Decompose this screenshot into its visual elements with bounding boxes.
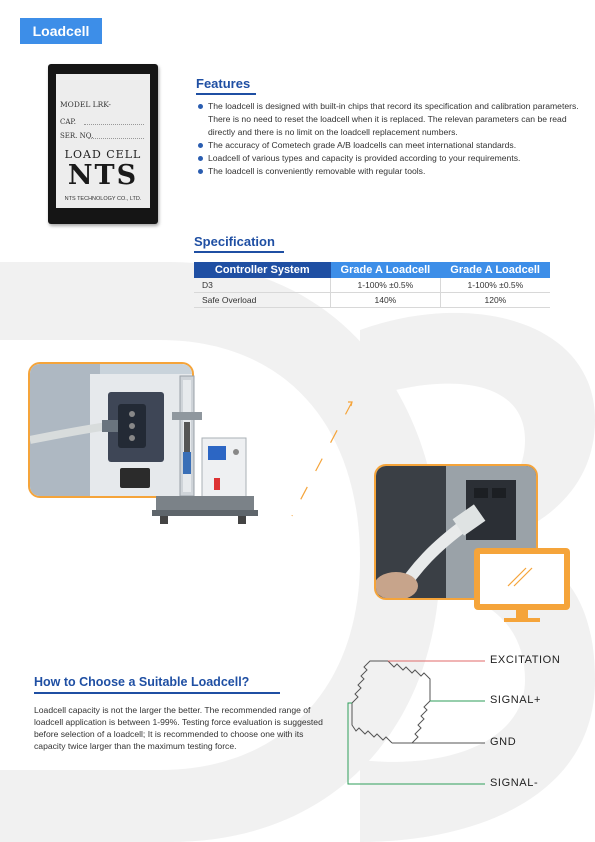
features-underline: [196, 93, 256, 95]
plate-logo: NTS: [67, 160, 139, 191]
how-to-choose-underline: [34, 692, 280, 694]
specification-underline: [194, 251, 284, 253]
feature-item: Loadcell of various types and capacity is provided according to your requirements.: [196, 152, 580, 165]
plate-company: NTS TECHNOLOGY CO., LTD.: [64, 196, 142, 202]
how-to-choose-text: Loadcell capacity is not the larger the better. The recommended range of loadcell application is between 1-99%. Testing force evaluation is suggested before selection of a loadcell; It is recommended to choose one with its capacity twice larger than the maximum testing force.: [34, 705, 323, 751]
feature-item: The loadcell is conveniently removable with regular tools.: [196, 165, 580, 178]
plate-model: MODEL LRK-: [60, 100, 111, 109]
features-title: [196, 76, 250, 91]
loadcell-image: [48, 64, 158, 224]
plate-serial-line: [88, 138, 144, 139]
header-controller: Controller System: [194, 262, 331, 278]
wire-label-gnd: GND: [490, 736, 517, 748]
section-tag: Loadcell: [20, 18, 102, 44]
specification-title-text: Specification: [194, 234, 275, 249]
plate-cap: CAP.: [60, 118, 76, 126]
table-header-row: [194, 262, 550, 278]
resistor-top-right: [388, 661, 430, 701]
table-cell: 120%: [440, 293, 550, 308]
plate-cap-line: [84, 124, 144, 125]
table-cell: 1-100% ±0.5%: [440, 278, 550, 293]
testing-machine-illustration: [150, 372, 260, 532]
table-row: [194, 278, 550, 293]
table-cell: Safe Overload: [194, 293, 331, 308]
table-cell: D3: [194, 278, 331, 293]
how-to-choose-title: How to Choose a Suitable Loadcell?: [34, 675, 250, 689]
plate-serial: SER. NO.: [60, 132, 94, 140]
plate-title: LOAD CELL: [64, 148, 142, 161]
wire-label-signal-minus: SIGNAL-: [490, 777, 539, 789]
resistor-bottom-right: [392, 701, 430, 743]
resistor-bottom-left: [352, 703, 392, 743]
resistor-top-left: [352, 661, 388, 703]
feature-item: The accuracy of Cometech grade A/B loadcells can meet international standards.: [196, 139, 580, 152]
table-cell: 140%: [331, 293, 441, 308]
specification-title: [194, 234, 275, 249]
specification-table: [194, 262, 550, 308]
wire-label-signal-plus: SIGNAL+: [490, 694, 541, 706]
feature-item: The loadcell is designed with built-in chips that record its specification and calibration parameters. There is no need to reset the loadcell when it is replaced. The relevan parameters can be read directly and there is no limit on the loadcell replacement numbers.: [196, 100, 580, 139]
loadcell-plate: [56, 74, 150, 208]
table-row: [194, 293, 550, 308]
monitor-icon: [472, 546, 572, 628]
header-grade-a-2: Grade A Loadcell: [440, 262, 550, 278]
header-grade-a-1: Grade A Loadcell: [331, 262, 441, 278]
table-cell: 1-100% ±0.5%: [331, 278, 441, 293]
features-list: [196, 100, 580, 178]
features-title-text: Features: [196, 76, 251, 91]
wire-label-excitation: EXCITATION: [490, 654, 561, 666]
